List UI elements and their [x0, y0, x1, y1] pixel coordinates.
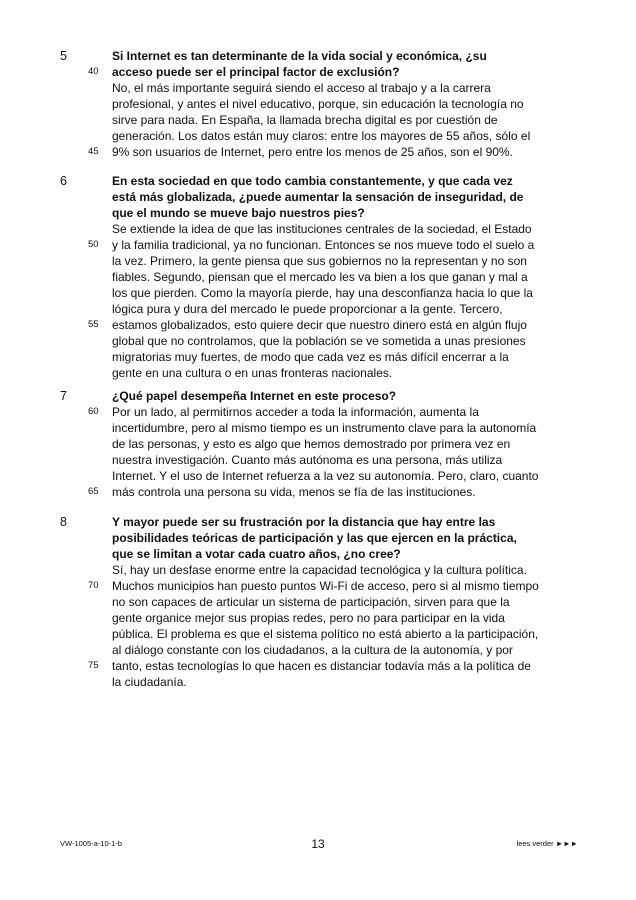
answer-line: generación. Los datos están muy claros: entre los mayores de 55 años, sólo el: [112, 129, 531, 143]
question-line: acceso puede ser el principal factor de exclusión?: [112, 65, 400, 79]
line-number: 40: [88, 66, 99, 77]
answer-line: la vez. Primero, la gente piensa que sus gobiernos no la representan y no son: [112, 254, 527, 268]
question-number: 7: [60, 389, 67, 403]
line-number: 75: [88, 660, 99, 671]
page-footer: [0, 836, 636, 852]
answer-line: nuestra investigación. Cuanto más autónoma es una persona, más utiliza: [112, 453, 503, 467]
answer-line: no son capaces de articular un sistema de participación, sirven para que la: [112, 595, 510, 609]
question-line: ¿Qué papel desempeña Internet en este proceso?: [112, 389, 397, 403]
answer-line: global que no controlamos, que la población se ve sometida a unas presiones: [112, 334, 526, 348]
answer-line: de las personas, y esto es algo que hemos demostrado por primera vez en: [112, 437, 511, 451]
answer-line: lógica pura y dura del mercado le puede proporcionar a la gente. Tercero,: [112, 302, 503, 316]
answer-line: al diálogo constante con los ciudadanos, a la cultura de la autonomía, y por: [112, 643, 513, 657]
answer-line: Por un lado, al permitirnos acceder a toda la información, aumenta la: [112, 405, 479, 419]
answer-line: fiables. Segundo, piensan que el mercado les va bien a los que ganan y mal a: [112, 270, 528, 284]
page-number: 13: [311, 837, 325, 851]
continue-label: lees verder ►►►: [516, 839, 578, 848]
line-number: 65: [88, 486, 99, 497]
answer-line: profesional, y antes el nivel educativo, porque, sin educación la tecnología no: [112, 97, 524, 111]
question-number: 8: [60, 515, 67, 529]
answer-line: sirve para nada. En España, la llamada brecha digital es por cuestión de: [112, 113, 498, 127]
question-line: que el mundo se mueve bajo nuestros pies?: [112, 206, 365, 220]
line-number: 60: [88, 406, 99, 417]
question-number: 5: [60, 49, 67, 63]
question-line: Y mayor puede ser su frustración por la distancia que hay entre las: [112, 515, 496, 529]
answer-line: más controla una persona su vida, menos se fía de las instituciones.: [112, 485, 476, 499]
line-number: 50: [88, 239, 99, 250]
answer-line: No, el más importante seguirá siendo el acceso al trabajo y a la carrera: [112, 81, 491, 95]
answer-line: 9% son usuarios de Internet, pero entre los menos de 25 años, son el 90%.: [112, 145, 513, 159]
answer-line: incertidumbre, pero al mismo tiempo es un instrumento clave para la autonomía: [112, 421, 537, 435]
question-line: que se limitan a votar cada cuatro años, ¿no cree?: [112, 547, 401, 561]
line-number: 45: [88, 146, 99, 157]
answer-line: tanto, estas tecnologías lo que hacen es distanciar todavía más a la política de: [112, 659, 531, 673]
question-number: 6: [60, 174, 67, 188]
question-line: posibilidades teóricas de participación y las que ejercen en la práctica,: [112, 531, 517, 545]
line-number: 55: [88, 319, 99, 330]
answer-line: Internet. Y el uso de Internet refuerza a la vez su autonomía. Pero, claro, cuanto: [112, 469, 539, 483]
answer-line: pública. El problema es que el sistema político no está abierto a la participación,: [112, 627, 539, 641]
exam-code: VW-1005-a-10-1-b: [60, 839, 122, 848]
answer-line: gente en una cultura o en unas fronteras nacionales.: [112, 366, 393, 380]
answer-line: los que pierden. Como la mayoría pierde, hay una desconfianza hacia lo que la: [112, 286, 533, 300]
answer-line: migratorias muy fuertes, de modo que cada vez es más difícil encerrar a la: [112, 350, 509, 364]
question-line: está más globalizada, ¿puede aumentar la sensación de inseguridad, de: [112, 190, 524, 204]
question-line: En esta sociedad en que todo cambia constantemente, y que cada vez: [112, 174, 513, 188]
answer-line: Sí, hay un desfase enorme entre la capacidad tecnológica y la cultura política.: [112, 563, 527, 577]
question-line: Si Internet es tan determinante de la vida social y económica, ¿su: [112, 49, 487, 63]
answer-line: Muchos municipios han puesto puntos Wi-Fi de acceso, pero si al mismo tiempo: [112, 579, 539, 593]
answer-line: la ciudadanía.: [112, 675, 187, 689]
answer-line: estamos globalizados, esto quiere decir que nuestro dinero está en algún flujo: [112, 318, 527, 332]
answer-line: y la familia tradicional, ya no funcionan. Entonces se nos mueve todo el suelo a: [112, 238, 535, 252]
answer-line: gente organice mejor sus propias redes, pero no para participar en la vida: [112, 611, 505, 625]
line-number: 70: [88, 580, 99, 591]
answer-line: Se extiende la idea de que las instituciones centrales de la sociedad, el Estado: [112, 222, 532, 236]
